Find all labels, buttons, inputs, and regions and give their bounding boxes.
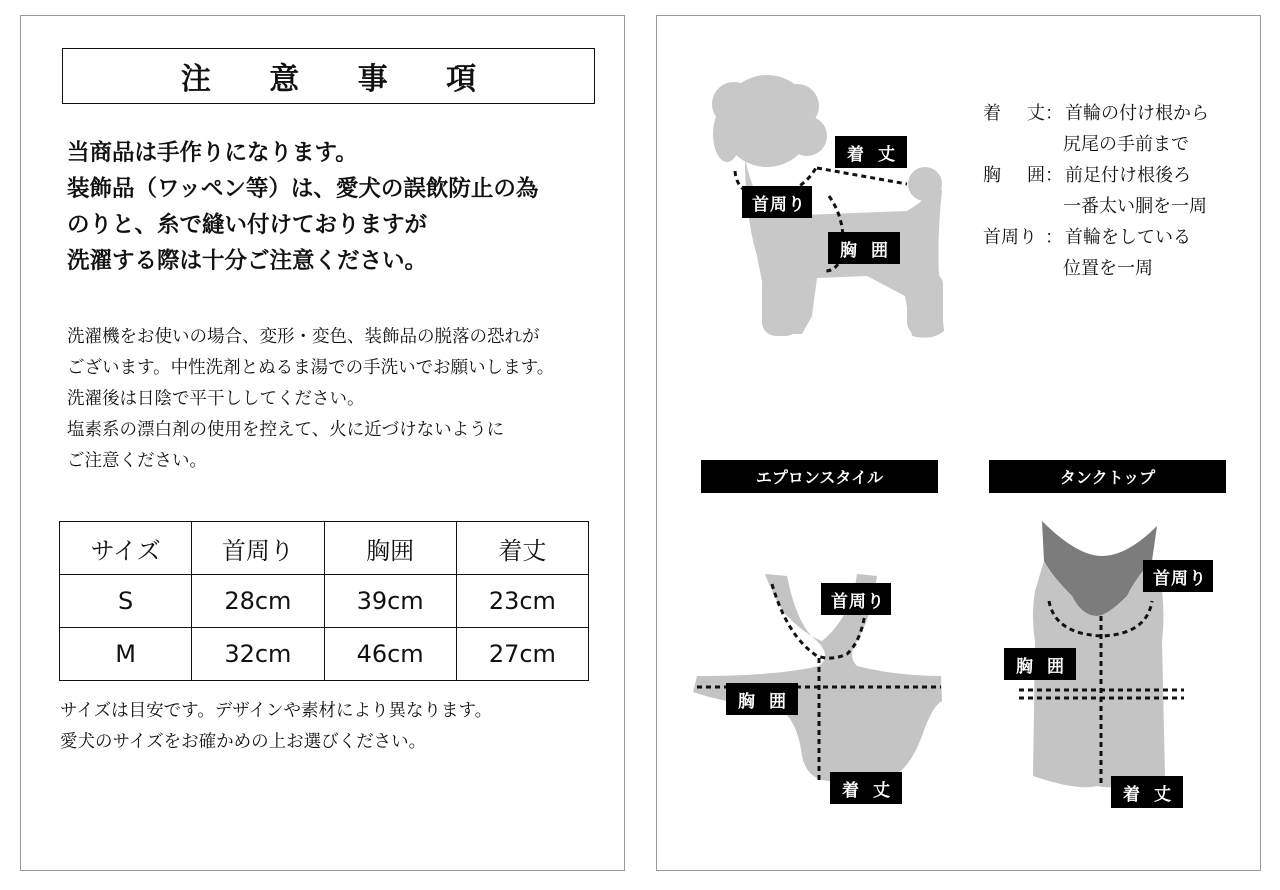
legend-cont: 位置を一周 [1063, 258, 1153, 279]
label-apron-chest: 胸 囲 [726, 683, 798, 715]
header-size: サイズ [60, 522, 192, 575]
lead-line: のりと、糸で縫い付けておりますが [67, 212, 428, 238]
cell-length: 27cm [456, 628, 588, 681]
cell-chest: 39cm [324, 575, 456, 628]
lead-line: 洗濯する際は十分ご注意ください。 [67, 248, 428, 274]
cell-size: M [60, 628, 192, 681]
care-line: 塩素系の漂白剤の使用を控えて、火に近づけないように [67, 420, 505, 440]
label-dog-chest: 胸 囲 [828, 232, 900, 264]
size-table-header [60, 522, 589, 575]
cell-size: S [60, 575, 192, 628]
size-note [60, 696, 492, 758]
care-line: ご注意ください。 [67, 451, 207, 471]
notice-title: 注 意 事 項 [62, 48, 595, 104]
cell-neck: 28cm [192, 575, 324, 628]
note-line: サイズは目安です。デザインや素材により異なります。 [60, 701, 493, 721]
care-line: 洗濯機をお使いの場合、変形・変色、装飾品の脱落の恐れが [67, 327, 540, 347]
measurement-legend [983, 98, 1209, 284]
care-line: 洗濯後は日陰で平干ししてください。 [67, 389, 365, 409]
tank-top-title: タンクトップ [989, 460, 1226, 493]
header-neck: 首周り [192, 522, 324, 575]
note-line: 愛犬のサイズをお確かめの上お選びください。 [60, 732, 427, 752]
size-table [59, 521, 589, 681]
care-notice-panel [20, 15, 625, 871]
measurement-guide-panel [656, 15, 1261, 871]
handmade-notice [67, 135, 607, 279]
lead-line: 当商品は手作りになります。 [67, 140, 358, 166]
washing-instructions [67, 322, 627, 477]
apron-style-title: エプロンスタイル [701, 460, 938, 493]
header-length: 着丈 [456, 522, 588, 575]
legend-item-neck: 首周り ： 首輪をしている [983, 227, 1191, 248]
label-apron-neck: 首周り [821, 583, 891, 615]
lead-line: 装飾品（ワッペン等）は、愛犬の誤飲防止の為 [67, 176, 539, 202]
table-row [60, 628, 589, 681]
cell-neck: 32cm [192, 628, 324, 681]
table-row [60, 575, 589, 628]
label-apron-length: 着 丈 [830, 772, 902, 804]
label-dog-neck: 首周り [742, 186, 812, 218]
legend-item-length: 着 丈： 首輪の付け根から [983, 103, 1209, 124]
label-tank-chest: 胸 囲 [1004, 648, 1076, 680]
legend-cont: 一番太い胴を一周 [1063, 196, 1207, 217]
header-chest: 胸囲 [324, 522, 456, 575]
cell-chest: 46cm [324, 628, 456, 681]
legend-cont: 尻尾の手前まで [1063, 134, 1189, 155]
label-tank-length: 着 丈 [1111, 776, 1183, 808]
care-line: ございます。中性洗剤とぬるま湯での手洗いでお願いします。 [67, 358, 555, 378]
legend-item-chest: 胸 囲： 前足付け根後ろ [983, 165, 1191, 186]
label-dog-length: 着 丈 [835, 136, 907, 168]
cell-length: 23cm [456, 575, 588, 628]
label-tank-neck: 首周り [1143, 560, 1213, 592]
